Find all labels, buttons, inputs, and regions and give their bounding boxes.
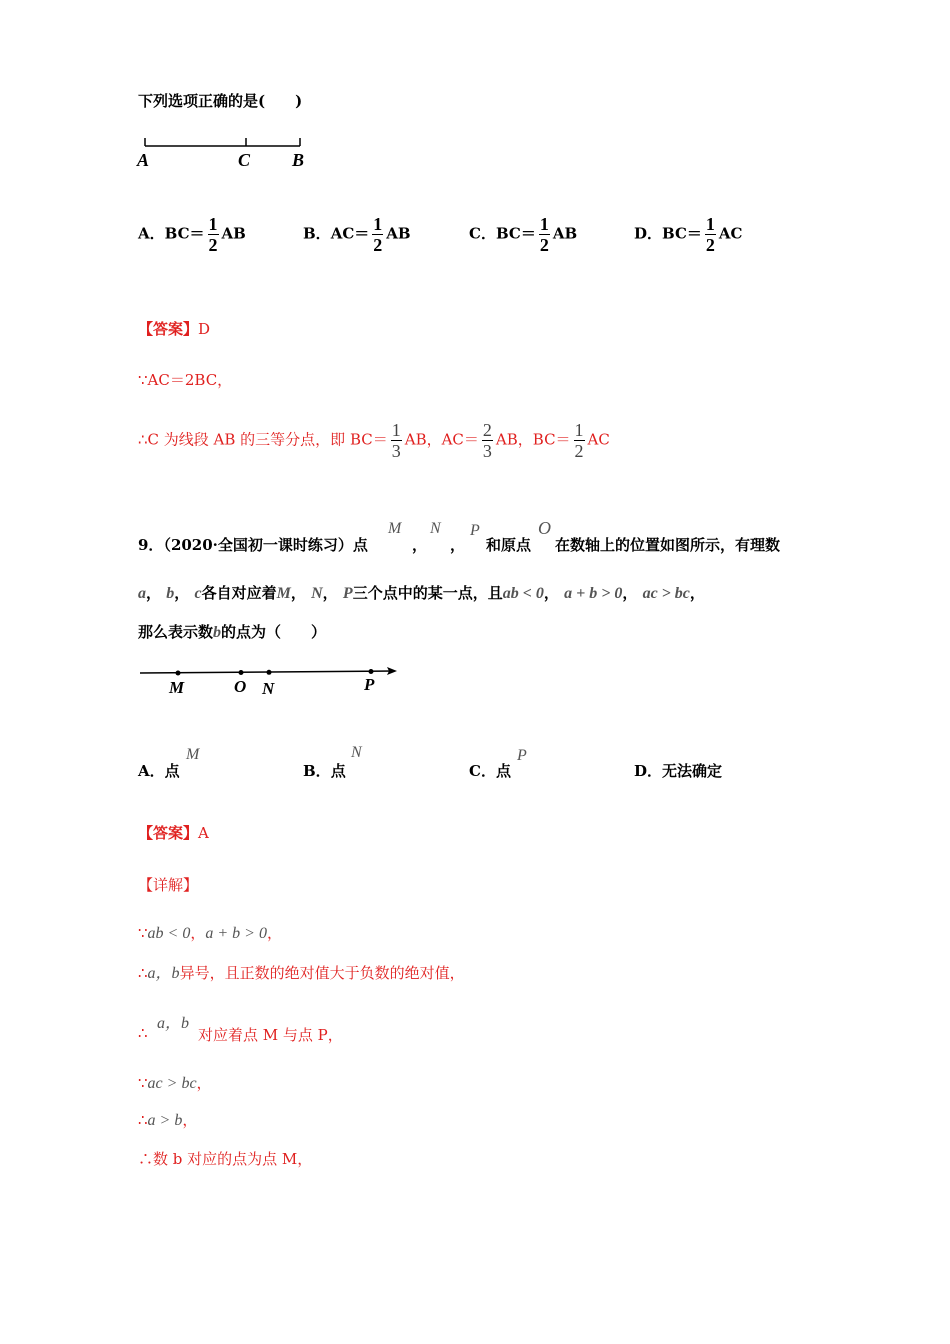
q9-var-p: P xyxy=(470,522,480,539)
label-o: O xyxy=(234,677,247,696)
q9-text2: 在数轴上的位置如图所示，有理数 xyxy=(555,536,781,554)
label-p: P xyxy=(364,675,375,694)
q8-option-b[interactable]: B．AC＝ $\frac{1}{2}$ AB xyxy=(303,214,411,255)
fraction: $\frac{2}{3}$ xyxy=(482,420,492,461)
q9-option-c[interactable]: C．点 xyxy=(469,762,511,780)
q9-option-a-var: M xyxy=(186,746,200,763)
q9-option-b[interactable]: B．点 xyxy=(303,762,346,780)
label-m: M xyxy=(169,678,185,697)
fraction: $\frac{1}{2}$ xyxy=(539,214,549,255)
q9-sol-line3-pre: ∴ xyxy=(138,1024,148,1042)
label-c: C xyxy=(238,150,251,170)
q9-sol-line3: 对应着点 M 与点 P， xyxy=(198,1026,343,1044)
q8-solution-line1: ∵AC＝2BC， xyxy=(138,371,233,389)
fraction: $\frac{1}{2}$ xyxy=(373,214,383,255)
q8-stem: 下列选项正确的是( ) xyxy=(138,92,303,110)
q9-answer: 【答案】A xyxy=(138,824,209,842)
q9-var-o: O xyxy=(538,518,551,538)
point-p xyxy=(369,669,374,674)
label-a: A xyxy=(137,150,150,170)
q9-stem-line3: 那么表示数b的点为（ ） xyxy=(138,623,327,641)
fraction: $\frac{1}{2}$ xyxy=(208,214,218,255)
comma: ， xyxy=(412,536,428,554)
q9-option-d[interactable]: D．无法确定 xyxy=(634,762,723,780)
fraction: $\frac{1}{2}$ xyxy=(574,420,584,461)
q9-option-a[interactable]: A．点 xyxy=(138,762,180,780)
q9-sol-line3-math: a，b xyxy=(157,1015,190,1032)
q9-sol-line2: ∴a，b异号，且正数的绝对值大于负数的绝对值， xyxy=(138,964,465,982)
point-o xyxy=(239,670,244,675)
fraction: $\frac{1}{3}$ xyxy=(391,420,401,461)
q8-option-d[interactable]: D．BC＝ $\frac{1}{2}$ AC xyxy=(634,214,743,255)
q9-sol-line6: ∴数 b 对应的点为点 M， xyxy=(138,1150,313,1168)
label-n: N xyxy=(262,679,275,698)
segment-figure xyxy=(130,132,330,174)
number-line-figure xyxy=(135,660,405,700)
q8-option-c[interactable]: C．BC＝ $\frac{1}{2}$ AB xyxy=(469,214,578,255)
q9-text1: 和原点 xyxy=(486,536,532,554)
q9-option-c-var: P xyxy=(517,747,527,764)
q9-var-n: N xyxy=(430,520,441,537)
fraction: $\frac{1}{2}$ xyxy=(705,214,715,255)
q9-detail-tag: 【详解】 xyxy=(138,876,199,894)
q9-sol-line1: ∵ab < 0，a + b > 0， xyxy=(138,924,282,942)
point-m xyxy=(176,671,181,676)
comma: ， xyxy=(450,536,466,554)
q8-solution-line2: ∴C 为线段 AB 的三等分点，即 BC＝ $\frac{1}{3}$ AB，AC＝ $\frac{2}{3}$ AB，BC＝ $\frac{1}{2}$ AC xyxy=(138,420,610,461)
q9-stem-line1: 9．（2020·全国初一课时练习）点 xyxy=(138,536,368,554)
q9-sol-line4: ∵ac > bc， xyxy=(138,1074,212,1092)
q9-var-m: M xyxy=(388,520,402,537)
label-b: B xyxy=(292,150,305,170)
q9-sol-line5: ∴a > b， xyxy=(138,1111,198,1129)
q8-option-a[interactable]: A．BC＝ $\frac{1}{2}$ AB xyxy=(138,214,246,255)
point-n xyxy=(267,670,272,675)
q9-stem-line2: a， b， c各自对应着M， N， P三个点中的某一点，且ab < 0， a + b > 0， ac > bc， xyxy=(138,584,705,602)
q9-option-b-var: N xyxy=(351,744,362,761)
q8-answer: 【答案】D xyxy=(138,320,211,338)
